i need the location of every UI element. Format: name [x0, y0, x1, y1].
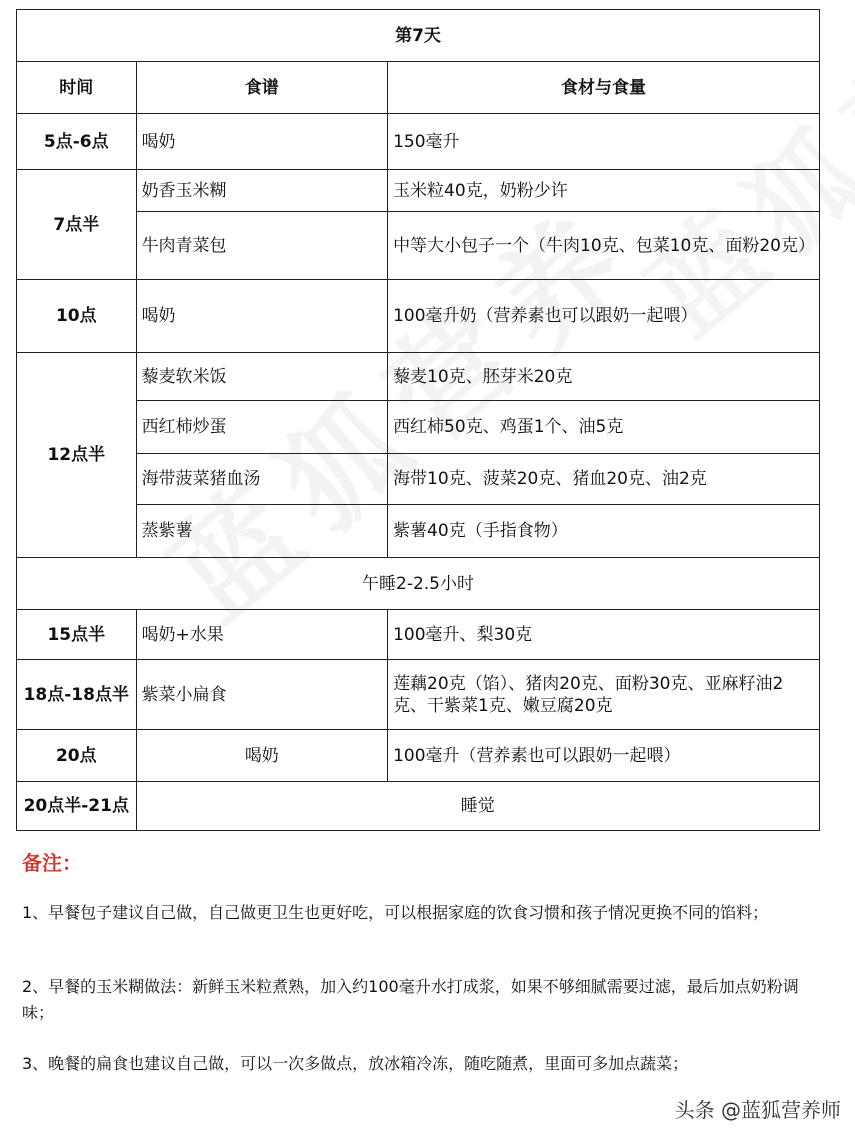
ingredients-cell: 100毫升（营养素也可以跟奶一起喂） — [388, 730, 820, 782]
menu-cell: 喝奶 — [136, 114, 388, 170]
table-row — [17, 730, 820, 782]
table-row — [17, 660, 820, 730]
notes-title: 备注： — [22, 851, 82, 875]
header-time: 时间 — [17, 62, 137, 114]
time-cell: 18点-18点半 — [17, 660, 137, 730]
table-title: 第7天 — [17, 10, 820, 62]
notes-section — [22, 848, 822, 1073]
menu-cell: 藜麦软米饭 — [136, 353, 388, 401]
table-row — [17, 610, 820, 660]
table-row — [17, 353, 820, 401]
time-cell: 20点 — [17, 730, 137, 782]
source-caption: 头条 @蓝狐营养师 — [674, 1098, 841, 1122]
time-cell: 7点半 — [17, 170, 137, 280]
table-row — [17, 212, 820, 280]
ingredients-cell: 玉米粒40克，奶粉少许 — [388, 170, 820, 212]
ingredients-cell: 莲藕20克（馅）、猪肉20克、面粉30克、亚麻籽油2克、干紫菜1克、嫩豆腐20克 — [388, 660, 820, 730]
menu-cell: 牛肉青菜包 — [136, 212, 388, 280]
menu-cell: 紫菜小扁食 — [136, 660, 388, 730]
menu-cell: 西红柿炒蛋 — [136, 401, 388, 454]
meal-plan-table — [16, 9, 820, 831]
table-row — [17, 454, 820, 505]
table-row — [17, 505, 820, 558]
ingredients-cell: 藜麦10克、胚芽米20克 — [388, 353, 820, 401]
ingredients-cell: 西红柿50克、鸡蛋1个、油5克 — [388, 401, 820, 454]
note-item: 2、早餐的玉米糊做法：新鲜玉米粒煮熟，加入约100毫升水打成浆，如果不够细腻需要过滤，最后加点奶粉调味； — [22, 977, 799, 1022]
ingredients-cell: 150毫升 — [388, 114, 820, 170]
time-cell: 12点半 — [17, 353, 137, 558]
menu-cell: 喝奶+水果 — [136, 610, 388, 660]
time-cell: 5点-6点 — [17, 114, 137, 170]
time-cell: 15点半 — [17, 610, 137, 660]
menu-cell: 睡觉 — [136, 782, 819, 831]
ingredients-cell: 海带10克、菠菜20克、猪血20克、油2克 — [388, 454, 820, 505]
menu-cell: 喝奶 — [136, 730, 388, 782]
ingredients-cell: 紫薯40克（手指食物） — [388, 505, 820, 558]
time-cell: 10点 — [17, 280, 137, 353]
ingredients-cell: 100毫升、梨30克 — [388, 610, 820, 660]
note-item: 1、早餐包子建议自己做，自己做更卫生也更好吃，可以根据家庭的饮食习惯和孩子情况更换不同的馅料； — [22, 903, 769, 922]
note-item: 3、晚餐的扁食也建议自己做，可以一次多做点，放冰箱冷冻，随吃随煮，里面可多加点蔬菜； — [22, 1054, 689, 1073]
table-row — [17, 782, 820, 831]
table-row — [17, 280, 820, 353]
table-row — [17, 170, 820, 212]
header-menu: 食谱 — [136, 62, 388, 114]
header-ingredients: 食材与食量 — [388, 62, 820, 114]
menu-cell: 海带菠菜猪血汤 — [136, 454, 388, 505]
table-row — [17, 401, 820, 454]
menu-cell: 奶香玉米糊 — [136, 170, 388, 212]
nap-cell: 午睡2-2.5小时 — [17, 558, 820, 610]
ingredients-cell: 100毫升奶（营养素也可以跟奶一起喂） — [388, 280, 820, 353]
menu-cell: 喝奶 — [136, 280, 388, 353]
time-cell: 20点半-21点 — [17, 782, 137, 831]
table-row — [17, 558, 820, 610]
ingredients-cell: 中等大小包子一个（牛肉10克、包菜10克、面粉20克） — [388, 212, 820, 280]
table-row — [17, 114, 820, 170]
menu-cell: 蒸紫薯 — [136, 505, 388, 558]
